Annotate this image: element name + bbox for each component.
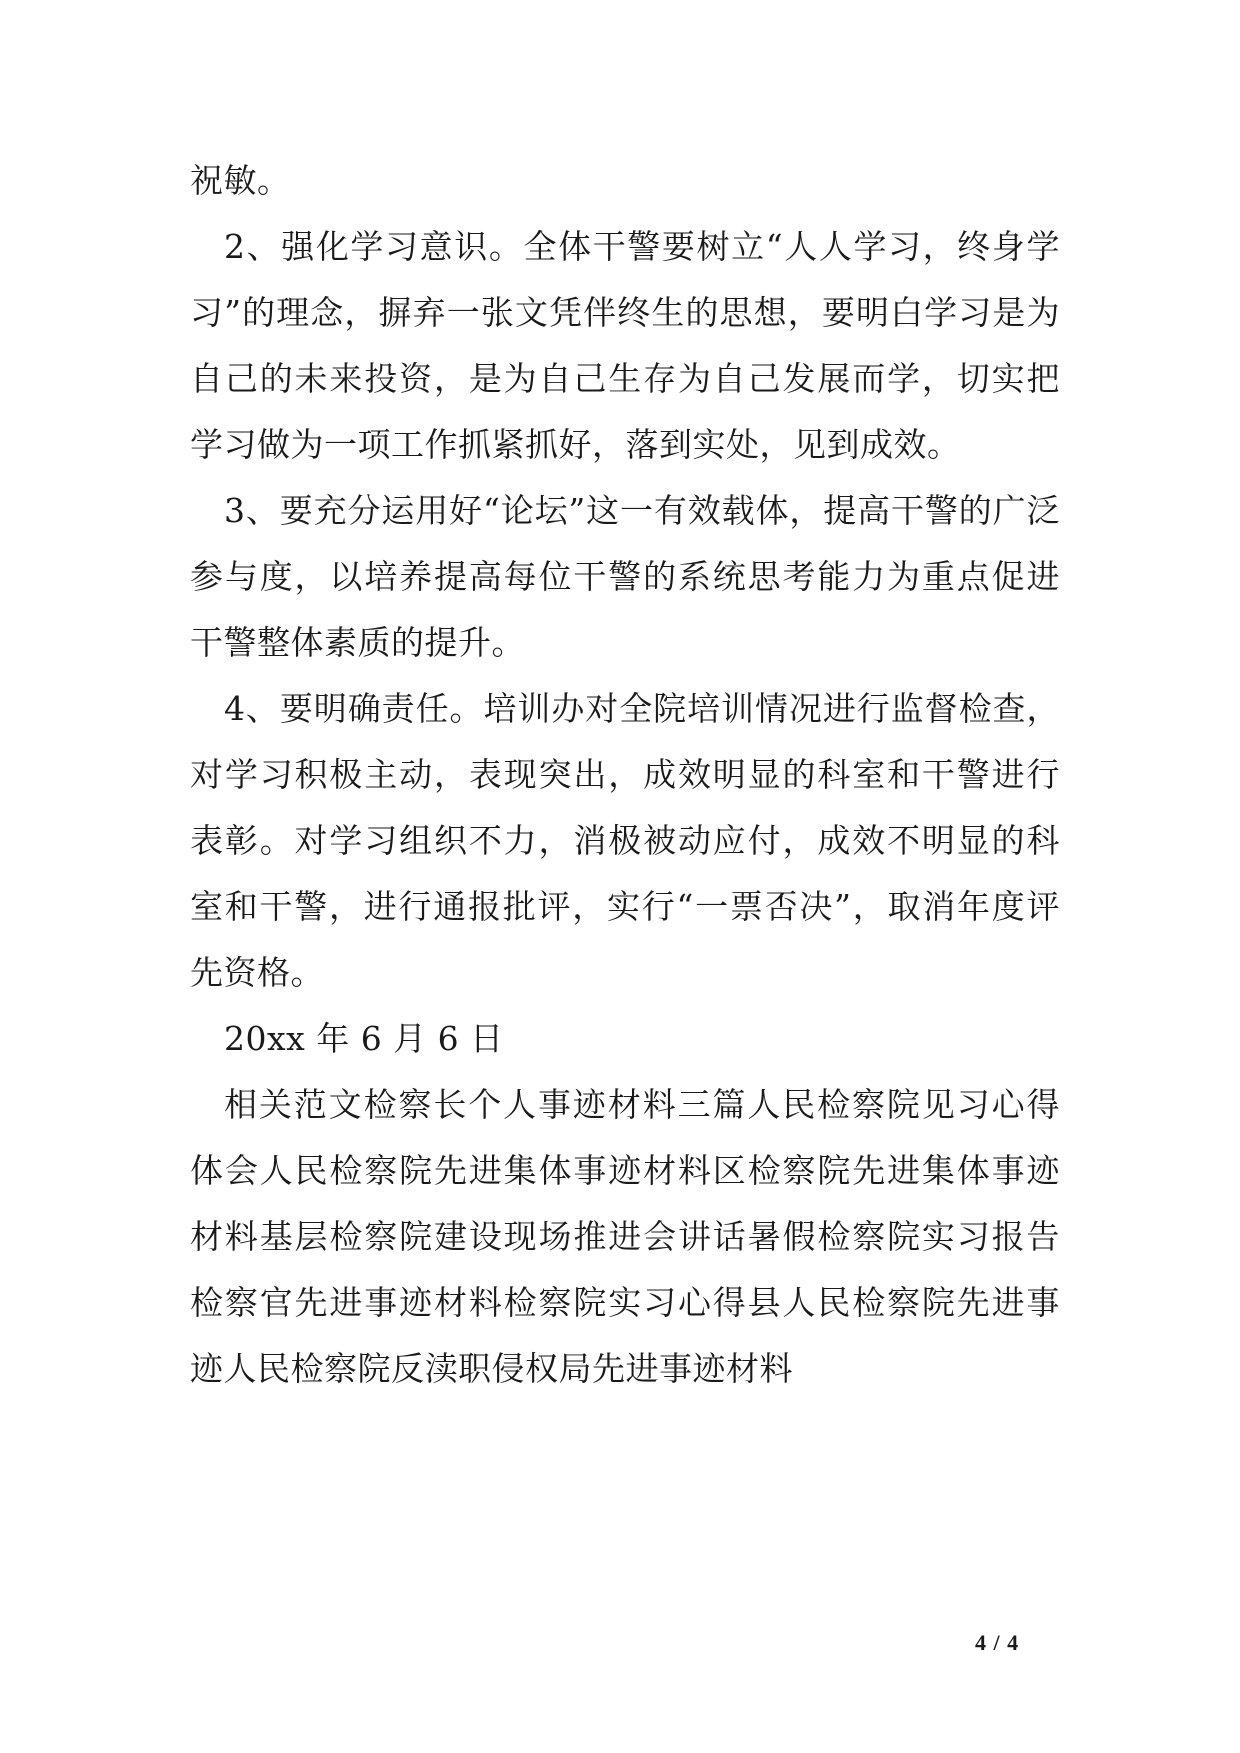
- document-date: 20xx 年 6 月 6 日: [224, 1019, 504, 1058]
- paragraph-item-2: 2、强化学习意识。全体干警要树立“人人学习，终身学习”的理念，摒弃一张文凭伴终生的思想，要明白学习是为自己的未来投资，是为自己生存为自己发展而学，切实把学习做为一项工作抓紧抓好，落到实处，见到成效。: [190, 227, 1060, 464]
- paragraph-item-3: 3、要充分运用好“论坛”这一有效载体，提高干警的广泛参与度，以培养提高每位干警的系统思考能力为重点促进干警整体素质的提升。: [190, 491, 1060, 662]
- page-number: 4 / 4: [975, 1630, 1020, 1655]
- paragraph-continuation: 祝敏。: [190, 161, 291, 200]
- paragraph-item-4: 4、要明确责任。培训办对全院培训情况进行监督检查，对学习积极主动，表现突出，成效明显的科室和干警进行表彰。对学习组织不力，消极被动应付，成效不明显的科室和干警，进行通报批评，实行“一票否决”，取消年度评先资格。: [190, 689, 1060, 992]
- related-articles: 相关范文检察长个人事迹材料三篇人民检察院见习心得体会人民检察院先进集体事迹材料区检察院先进集体事迹材料基层检察院建设现场推进会讲话暑假检察院实习报告检察官先进事迹材料检察院实习心得县人民检察院先进事迹人民检察院反渎职侵权局先进事迹材料: [190, 1085, 1060, 1388]
- document-body: [190, 148, 1060, 1402]
